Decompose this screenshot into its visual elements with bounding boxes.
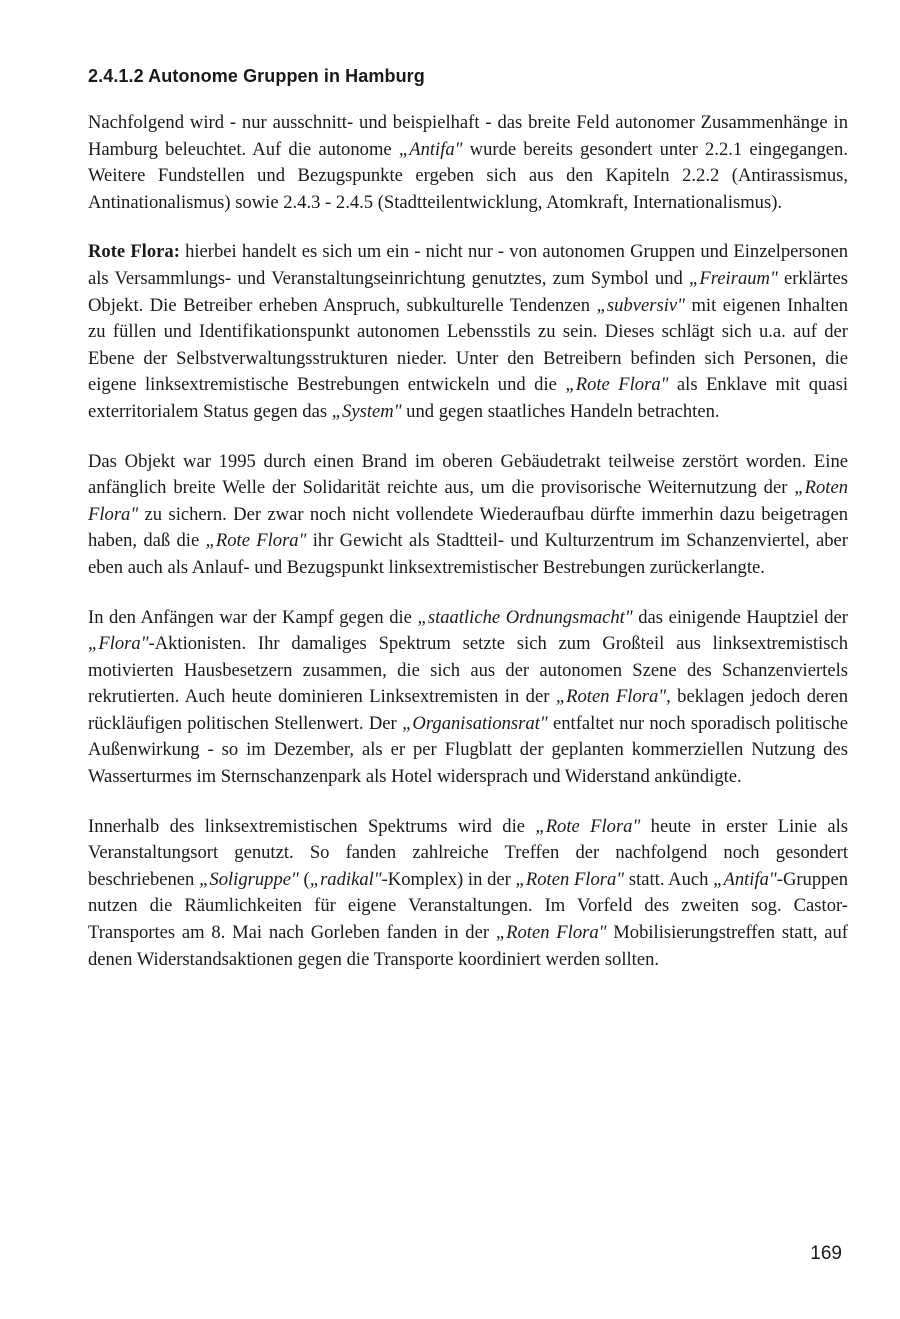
text: zu sichern. Der zwar noch nicht vollendete Wiederaufbau dürfte immerhin dazu beigetragen haben, daß die	[88, 503, 848, 552]
text: -Gruppen nutzen die Räumlichkeiten für eigene Veranstaltungen. Im Vorfeld des zweiten sog. Castor-Transportes am 8. Mai nach Gorleben fanden in der	[88, 868, 849, 944]
text: wurde bereits gesondert unter 2.2.1 eingegangen. Weitere Fundstellen und Bezugspunkte ergeben sich aus den Kapiteln 2.2.2 (Antirassismus, Antinationalismus) sowie 2.4.3 - 2.4.5 (Stadtteilentwicklung, Atomkraft, Internationalismus).	[88, 138, 848, 213]
text: ihr Gewicht als Stadtteil- und Kulturzentrum im Schanzenviertel, aber eben auch als Anlauf- und Bezugspunkt linksextremistischer Bestrebungen zurückerlangte.	[88, 530, 848, 578]
paragraph-intro	[88, 110, 848, 216]
paragraph-veranstaltungsort	[88, 814, 848, 974]
text: hierbei handelt es sich um ein - nicht nur - von autonomen Gruppen und Einzelpersonen als Versammlungs- und Veranstaltungseinrichtung genutztes, zum Symbol und	[88, 241, 848, 289]
text: heute in erster Linie als Veranstaltungsort genutzt. So fanden zahlreiche Treffen der nachfolgend noch gesondert beschriebenen	[88, 815, 848, 890]
text: mit eigenen Inhalten zu füllen und Identifikationspunkt autonomen Lebensstils zu sein. Dieses schlägt sich u.a. auf der Ebene der Selbstverwaltungsstrukturen nieder. Unter den Betreibern befinden sich Personen, die eigene linksextremistische Bestrebungen entwickeln und die	[88, 294, 848, 396]
section-heading: 2.4.1.2 Autonome Gruppen in Hamburg	[88, 66, 425, 86]
text: entfaltet nur noch sporadisch politische Außenwirkung - so im Dezember, als er per Flugblatt der geplanten kommerziellen Nutzung des Wasserturmes im Sternschanzenpark als Hotel widersprach und Widerstand ankündigte.	[88, 712, 848, 788]
emphasis: „Rote Flora"	[535, 815, 641, 837]
emphasis: „Rote Flora"	[205, 530, 307, 552]
text: -Komplex) in der	[381, 868, 516, 890]
emphasis: „Flora"	[88, 633, 149, 655]
emphasis: „System"	[331, 400, 402, 422]
emphasis: „Freiraum"	[689, 267, 778, 289]
text: und gegen staatliches Handeln betrachten.	[401, 400, 720, 422]
bold-lead: Rote Flora:	[88, 241, 180, 263]
text: Mobilisierungstreffen statt, auf denen Widerstandsaktionen gegen die Transporte koordiniert werden sollten.	[88, 922, 848, 970]
emphasis: „subversiv"	[596, 294, 685, 316]
text: -Aktionisten. Ihr damaliges Spektrum setzte sich zum Großteil aus linksextremistisch motivierten Hausbesetzern zusammen, die sich aus der autonomen Szene des Schanzenviertels rekrutierten. Auch heute dominieren Linksextremisten in der	[88, 633, 848, 708]
text: Innerhalb des linksextremistischen Spektrums wird die	[88, 815, 536, 837]
emphasis: „Roten Flora"	[515, 868, 625, 890]
emphasis: „Organisationsrat"	[402, 712, 548, 734]
page-number: 169	[810, 1243, 842, 1264]
document-page	[88, 66, 848, 996]
text: erklärtes Objekt. Die Betreiber erheben Anspruch, subkulturelle Tendenzen	[88, 267, 848, 316]
emphasis: „Soligruppe"	[199, 868, 299, 890]
paragraph-anfaenge	[88, 605, 848, 791]
text: In den Anfängen war der Kampf gegen die	[88, 606, 418, 628]
emphasis: „Rote Flora"	[565, 374, 669, 396]
emphasis: „Roten Flora"	[495, 922, 607, 944]
paragraph-rote-flora	[88, 239, 848, 425]
text: als Enklave mit quasi exterritorialem Status gegen das	[88, 374, 848, 422]
text: Das Objekt war 1995 durch einen Brand im oberen Gebäudetrakt teilweise zerstört worden. Eine anfänglich breite Welle der Solidarität reichte aus, um die provisorische Weiternutzung der	[88, 450, 848, 499]
text: , beklagen jedoch deren rückläufigen politischen Stellenwert. Der	[88, 686, 848, 734]
emphasis: „radikal"	[309, 868, 382, 890]
emphasis: „Antifa"	[398, 138, 463, 160]
text: statt. Auch	[624, 868, 714, 890]
text: Nachfolgend wird - nur ausschnitt- und beispielhaft - das breite Feld autonomer Zusammenhänge in Hamburg beleuchtet. Auf die autonome	[88, 112, 848, 160]
emphasis: „Antifa"	[713, 868, 777, 890]
paragraph-brand	[88, 449, 848, 582]
emphasis: „Roten Flora"	[88, 477, 848, 525]
text: das einigende Hauptziel der	[632, 606, 848, 628]
emphasis: „Roten Flora"	[555, 686, 667, 708]
text: (	[298, 868, 310, 890]
emphasis: „staatliche Ordnungsmacht"	[417, 606, 633, 628]
